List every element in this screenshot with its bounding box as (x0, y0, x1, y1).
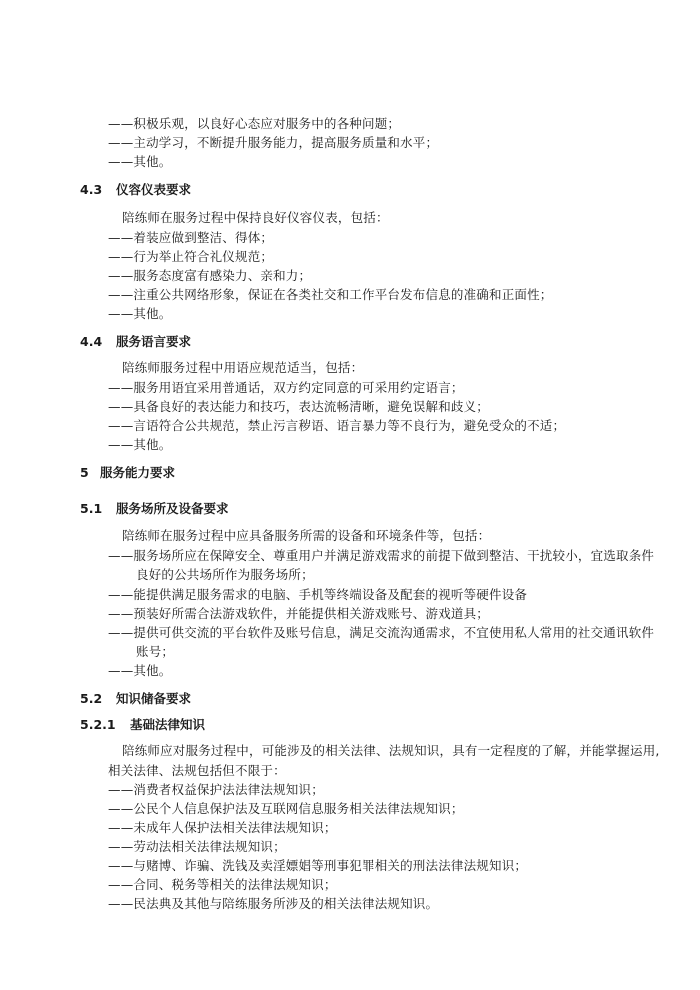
list-item: ——能提供满足服务需求的电脑、手机等终端设备及配套的视听等硬件设备 (108, 587, 528, 602)
list-item: ——积极乐观，以良好心态应对服务中的各种问题； (108, 116, 401, 131)
chapter-title: 服务能力要求 (100, 465, 176, 480)
list-item: ——其他。 (108, 663, 172, 678)
section-intro-continuation: 相关法律、法规包括但不限于： (108, 763, 286, 778)
list-item: ——具备良好的表达能力和技巧，表达流畅清晰，避免误解和歧义； (108, 399, 490, 414)
list-item: ——提供可供交流的平台软件及账号信息，满足交流沟通需求，不宜使用私人常用的社交通讯软件 (108, 625, 655, 640)
list-item: ——服务态度富有感染力、亲和力； (108, 268, 312, 283)
list-item: ——行为举止符合礼仪规范； (108, 249, 274, 264)
list-item: ——与赌博、诈骗、洗钱及卖淫嫖娼等刑事犯罪相关的刑法法律法规知识； (108, 858, 528, 873)
section-intro: 陪练师应对服务过程中，可能涉及的相关法律、法规知识，具有一定程度的了解，并能掌握运用, (122, 743, 660, 758)
list-item: ——其他。 (108, 154, 172, 169)
list-item: ——民法典及其他与陪练服务所涉及的相关法律法规知识。 (108, 896, 439, 911)
list-item: ——消费者权益保护法法律法规知识； (108, 782, 324, 797)
section-intro: 陪练师在服务过程中保持良好仪容仪表，包括： (122, 210, 389, 225)
list-item: ——言语符合公共规范，禁止污言秽语、语言暴力等不良行为，避免受众的不适； (108, 418, 566, 433)
list-item: ——预装好所需合法游戏软件，并能提供相关游戏账号、游戏道具； (108, 606, 490, 621)
list-item: ——服务用语宜采用普通话，双方约定同意的可采用约定语言； (108, 380, 464, 395)
chapter-number: 5 (80, 465, 89, 480)
section-number: 4.4 (80, 334, 103, 349)
subsection-title: 基础法律知识 (130, 717, 206, 732)
subsection-number: 5.2.1 (80, 717, 116, 732)
section-title: 仪容仪表要求 (116, 182, 192, 197)
section-number: 4.3 (80, 182, 103, 197)
section-title: 知识储备要求 (116, 691, 192, 706)
list-item: ——其他。 (108, 306, 172, 321)
list-item: ——公民个人信息保护法及互联网信息服务相关法律法规知识； (108, 801, 464, 816)
list-item: ——未成年人保护法相关法律法规知识； (108, 820, 337, 835)
section-intro: 陪练师服务过程中用语应规范适当，包括： (122, 360, 364, 375)
section-intro: 陪练师在服务过程中应具备服务所需的设备和环境条件等，包括： (122, 528, 491, 543)
section-title: 服务场所及设备要求 (116, 501, 229, 516)
list-item-continuation: 良好的公共场所作为服务场所； (136, 567, 314, 582)
list-item: ——服务场所应在保障安全、尊重用户并满足游戏需求的前提下做到整洁、干扰较小，宜选取条件 (108, 548, 655, 563)
list-item: ——其他。 (108, 437, 172, 452)
list-item-continuation: 账号； (136, 644, 175, 659)
section-title: 服务语言要求 (116, 334, 192, 349)
list-item: ——注重公共网络形象，保证在各类社交和工作平台发布信息的准确和正面性； (108, 287, 553, 302)
list-item: ——主动学习，不断提升服务能力，提高服务质量和水平； (108, 135, 439, 150)
section-number: 5.2 (80, 691, 103, 706)
section-number: 5.1 (80, 501, 103, 516)
list-item: ——着装应做到整洁、得体； (108, 230, 274, 245)
list-item: ——合同、税务等相关的法律法规知识； (108, 877, 337, 892)
list-item: ——劳动法相关法律法规知识； (108, 839, 286, 854)
